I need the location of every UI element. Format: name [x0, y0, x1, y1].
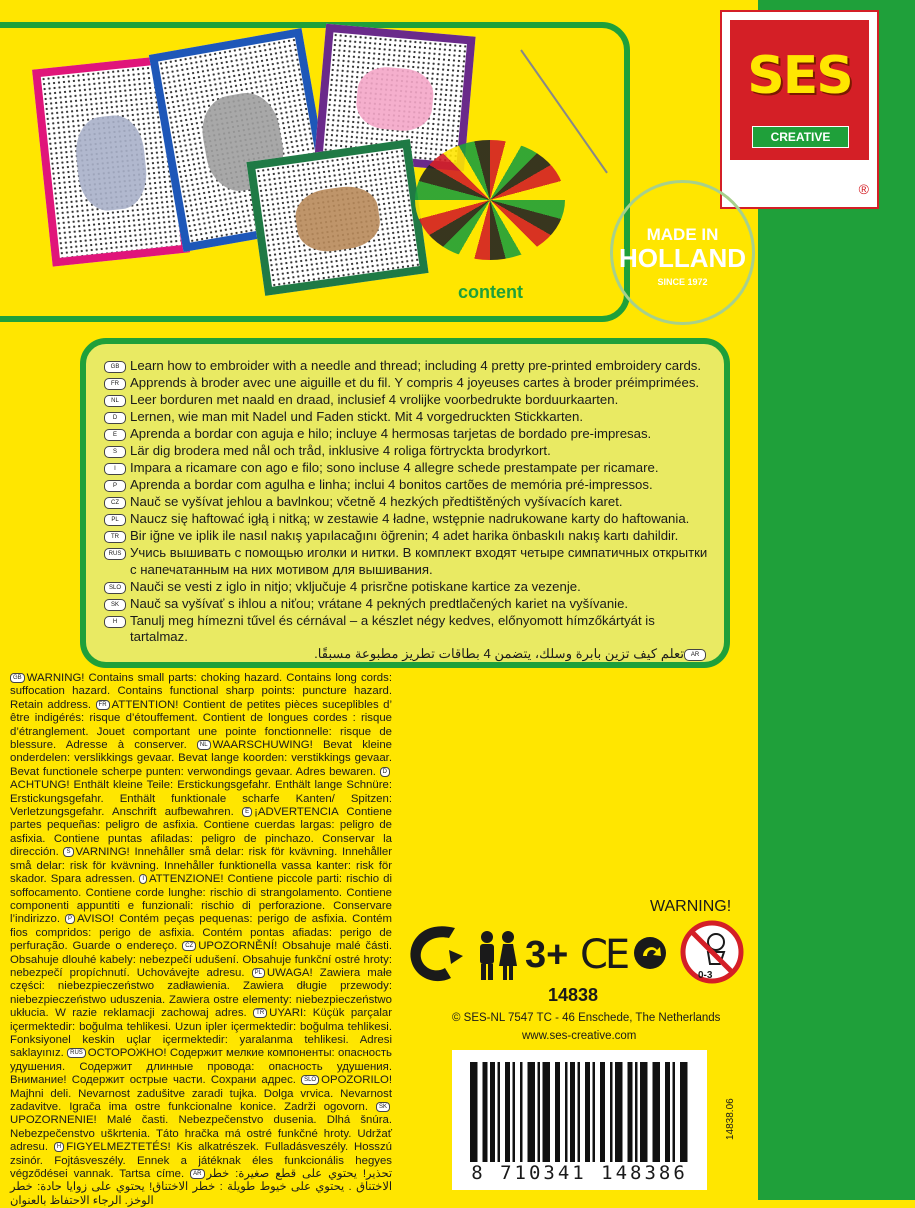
barcode-bar	[628, 1062, 633, 1162]
warning-language-code: GB	[10, 673, 25, 683]
barcode-bar	[555, 1062, 560, 1162]
horse-card-image	[246, 139, 428, 296]
description-row	[104, 477, 710, 494]
side-product-code: 14838.06	[725, 1098, 736, 1140]
warning-language-code: D	[380, 767, 390, 777]
description-text: Tanulj meg hímezni tűvel és cérnával – a készlet négy kedves, előnyomott hímzőkártyát is tartalmaz.	[130, 612, 655, 644]
language-code-badge: CZ	[104, 497, 126, 509]
description-row	[104, 545, 710, 578]
barcode-bar	[470, 1062, 478, 1162]
badge-line3: SINCE 1972	[657, 277, 708, 287]
warning-language-code: P	[65, 914, 75, 924]
description-row	[104, 426, 710, 443]
product-code: 14838	[548, 985, 599, 1005]
barcode-bar	[538, 1062, 541, 1162]
warning-text-block	[10, 672, 392, 1208]
made-in-holland-badge	[610, 180, 755, 325]
barcode-bar	[680, 1062, 688, 1162]
barcode	[452, 1050, 707, 1190]
language-code-badge: TR	[104, 531, 126, 543]
ses-logo	[720, 10, 879, 209]
barcode-bar	[570, 1062, 575, 1162]
warning-text: AVISO! Contém peças pequenas: perigo de asfixia. Contém fios compridos: perigo de asfixia. Contém pontas afiadas: perigo de perfuração. Guarde o endereço.	[10, 913, 392, 953]
description-row	[104, 596, 710, 613]
logo-sub-label: CREATIVE	[752, 126, 849, 148]
language-code-badge: NL	[104, 395, 126, 407]
barcode-bar	[610, 1062, 613, 1162]
children-icon	[475, 930, 521, 982]
description-text: Nauč se vyšívat jehlou a bavlnkou; včetně 4 hezkých předtištěných vyšívacích karet.	[130, 494, 623, 509]
warning-text: ATTENZIONE! Contiene piccole parti: rischio di soffocamento. Contiene corde lunghe: rischio di strangolamento. Contiene componenti appuntiti e funzionali: rischio di perforazione. Conservare l’indirizzo.	[10, 873, 392, 926]
description-row	[104, 613, 710, 646]
barcode-bar	[483, 1062, 488, 1162]
description-text: Apprends à broder avec une aiguille et du fil. Y compris 4 joyeuses cartes à broder préimprimées.	[130, 375, 700, 390]
description-panel	[80, 338, 730, 668]
barcode-bar	[505, 1062, 510, 1162]
recycle-icon	[633, 936, 667, 970]
warning-text: UWAGA! Zawiera małe części: niebezpieczeństwo zadławienia. Zawiera długie przewody: niebezpieczeństwo uduszenia. Zawiera ostre elementy: niebezpieczeństwo ukłucia. W razie reklamacji zachowaj adres.	[10, 966, 392, 1020]
content-label: content	[458, 282, 523, 302]
description-row	[104, 646, 710, 663]
barcode-bar	[615, 1062, 623, 1162]
language-code-badge: D	[104, 412, 126, 424]
barcode-bar	[543, 1062, 551, 1162]
description-text: Bir iğne ve iplik ile nasıl nakış yapılacağını öğrenin; 4 adet harika önbaskılı nakış kartı dahildir.	[130, 528, 679, 543]
warning-text: ATTENTION! Contient de petites pièces suceplibles d’ être indigérés: risque d’étouffement. Contient de longues cordes : risque d’étranglement. Jouet comportant une pointe fonctionnelle: risque de blessure. Adresse à conserver.	[10, 698, 392, 752]
description-row	[104, 528, 710, 545]
description-row	[104, 511, 710, 528]
description-row	[104, 409, 710, 426]
warning-text: ОСТОРОЖНО! Содержит мелкие компоненты: опасность удушения. Содержит длинные провода: опасность удушения. Внимание! Содержит острые части. Сохрани адрес.	[10, 1047, 392, 1087]
language-code-badge: SK	[104, 599, 126, 611]
barcode-bar	[513, 1062, 516, 1162]
barcode-bar	[498, 1062, 501, 1162]
warning-text: UYARI: Küçük parçalar içermektedir: boğulma tehlikesi. Uzun ipler içermektedir: boğulma tehlikesi. Fonksiyonel keskin uçlar içermektedir: yaralanma tehlikesi. Adresi saklayınız.	[10, 1007, 392, 1060]
barcode-bar	[593, 1062, 596, 1162]
barcode-bar	[585, 1062, 590, 1162]
warning-text: WAARSCHUWING! Bevat kleine onderdelen: verslikkings gevaar. Bevat lange koorden: verstikkings gevaar. Bevat functionele scherpe punten: verwondings gevaar. Adres bewaren.	[10, 739, 392, 778]
warning-language-code: H	[54, 1142, 64, 1152]
warning-language-code: RUS	[67, 1048, 86, 1058]
warning-language-code: NL	[197, 740, 211, 750]
description-text: Learn how to embroider with a needle and thread; including 4 pretty pre-printed embroidery cards.	[130, 358, 702, 373]
ce-mark: CE	[580, 932, 628, 978]
thread-bundle-image	[415, 140, 565, 260]
badge-line1: MADE IN	[646, 225, 719, 244]
warning-language-code: PL	[252, 968, 265, 978]
barcode-digits: 8 710341 148386	[471, 1162, 688, 1184]
age-label: 3+	[525, 934, 569, 976]
barcode-bar	[665, 1062, 670, 1162]
logo-text: SES	[747, 46, 852, 106]
language-code-badge: GB	[104, 361, 126, 373]
warning-text: WARNING! Contains small parts: choking hazard. Contains long cords: suffocation hazard. Contains functional sharp points: puncture hazard. Retain address.	[10, 672, 392, 711]
language-code-badge: RUS	[104, 548, 126, 560]
language-code-badge: SLO	[104, 582, 126, 594]
warning-text: OPOZORILO! Majhni deli. Nevarnost zadušitve zaradi tujka. Dolga vrvica. Nevarnost zadavitve. Igrača ima ostre funkcionalne konice. Zadrži ogovorn.	[10, 1074, 392, 1113]
language-code-badge: E	[104, 429, 126, 441]
warning-language-code: SLO	[301, 1075, 319, 1085]
description-text: Impara a ricamare con ago e filo; sono incluse 4 allegre schede prestampate per ricamare.	[130, 460, 659, 475]
warning-text: FIGYELMEZTETÉS! Kis alkatrészek. Fulladásveszély. Hosszú zsinór. Fojtásveszély. Ennek a játéknak éles funkcionális hegyes végződései vannak. Tartsa címe.	[10, 1141, 392, 1181]
description-text: Nauč sa vyšívať s ihlou a niťou; vrátane 4 pekných predtlačených kariet na vyšívanie.	[130, 595, 629, 611]
barcode-bar	[578, 1062, 581, 1162]
language-code-badge: PL	[104, 514, 126, 526]
warning-language-code: S	[63, 847, 73, 857]
warning-language-code: SK	[376, 1102, 390, 1112]
registered-mark: ®	[858, 181, 869, 197]
barcode-bar	[673, 1062, 676, 1162]
description-text: Учись вышивать с помощью иголки и нитки. В комплект входят четыре симпатичных открытки с напечатанным на них мотивом для вышивания.	[130, 545, 708, 577]
description-row	[104, 494, 710, 511]
barcode-bar	[490, 1062, 495, 1162]
description-row	[104, 579, 710, 596]
barcode-bar	[640, 1062, 648, 1162]
language-code-badge: I	[104, 463, 126, 475]
language-code-badge: FR	[104, 378, 126, 390]
spiral-warning-icon	[405, 920, 467, 988]
warning-text: VARNING! Innehåller små delar: risk för kvävning. Innehåller små delar: risk för kvävning. Innehåller funktionella vassa kanter: risk för skador. Spara adressen.	[10, 846, 392, 886]
description-text: Naucz się haftować igłą i nitką; w zestawie 4 ładne, wstępnie nadrukowane karty do haftowania.	[130, 511, 690, 526]
barcode-bar	[635, 1062, 638, 1162]
language-code-badge: H	[104, 616, 126, 628]
language-code-badge: P	[104, 480, 126, 492]
warning-text: UPOZORNENIE! Malé časti. Nebezpečenstvo dusenia. Dlhá šnúra. Nebezpečenstvo uškrtenia. Táto hračka má ostré funkčné hroty. Udržať adresu.	[10, 1114, 392, 1154]
warning-language-code: FR	[96, 700, 110, 710]
barcode-bar	[520, 1062, 523, 1162]
warning-language-code: CZ	[182, 941, 196, 951]
description-text: Nauči se vesti z iglo in nitjo; vključuje 4 prisrčne potiskane kartice za vezenje.	[130, 578, 581, 594]
barcode-bar	[528, 1062, 536, 1162]
description-text: Lernen, wie man mit Nadel und Faden stickt. Mit 4 vorgedruckten Stickkarten.	[130, 409, 583, 424]
description-text: Aprenda a bordar com agulha e linha; inclui 4 bonitos cartões de memória pré-impressos.	[130, 477, 653, 492]
warning-text: ¡ADVERTENCIA Contiene partes pequeñas: peligro de asfixia. Contiene cuerdas largas: peligro de asfixia. Contiene puntas afiladas: peligro de pinchazo. Conservar la dirección.	[10, 806, 392, 859]
warning-language-code: E	[242, 807, 252, 817]
barcode-bar	[600, 1062, 605, 1162]
description-row	[104, 443, 710, 460]
barcode-bar	[653, 1062, 661, 1162]
warning-text: تحذير! يحتوي على قطع صغيرة: خطر الاختناق . يحتوي على خيوط طويلة : خطر الاختناق! يحتوي على زوايا حادة: خطر الوخز. الرجاء الاحتفاظ بالعنوان	[10, 1168, 392, 1207]
description-row	[104, 375, 710, 392]
no-age-label: 0-3	[698, 970, 713, 981]
warning-language-code: AR	[190, 1169, 204, 1179]
language-code-badge: S	[104, 446, 126, 458]
language-code-badge: AR	[684, 649, 706, 661]
description-row	[104, 392, 710, 409]
warning-language-code: I	[139, 874, 147, 884]
description-text: Leer borduren met naald en draad, inclusief 4 vrolijke voorbedrukte borduurkaarten.	[130, 392, 619, 407]
barcode-bar	[565, 1062, 568, 1162]
description-row	[104, 460, 710, 477]
description-text: Lär dig brodera med nål och tråd, inklusive 4 roliga förtryckta brodyrkort.	[130, 443, 551, 458]
warning-text: ACHTUNG! Enthält kleine Teile: Erstickungsgefahr. Enthält lange Schnüre: Erstickungsgefahr. Enthält funktionale scharfe Kanten/ Spitzen: Verletzungsgefahr. Anschrift aufbewahren.	[10, 779, 392, 819]
barcode-bars	[470, 1062, 690, 1162]
warning-language-code: TR	[253, 1008, 267, 1018]
badge-line2: HOLLAND	[618, 243, 747, 273]
safety-icons-row	[405, 920, 745, 990]
description-text: تعلم كيف تزين بابرة وسلك، يتضمن 4 بطاقات تطريز مطبوعة مسبقًا.	[314, 646, 684, 661]
description-row	[104, 358, 710, 375]
website-link[interactable]: www.ses-creative.com	[522, 1030, 637, 1042]
company-address: © SES-NL 7547 TC - 46 Enschede, The Netherlands	[452, 1012, 721, 1024]
warning-text: UPOZORNĚNÍ! Obsahuje malé části. Obsahuje dlouhé kabely: nebezpečí udušení. Obsahuje funkční ostré hroty: nebezpečí propíchnutí. Uchovávejte adresu.	[10, 940, 392, 979]
warning-title: WARNING!	[650, 898, 732, 915]
description-text: Aprenda a bordar con aguja e hilo; incluye 4 hermosas tarjetas de bordado pre-impresas.	[130, 426, 652, 441]
not-for-under-3-icon	[680, 920, 744, 984]
